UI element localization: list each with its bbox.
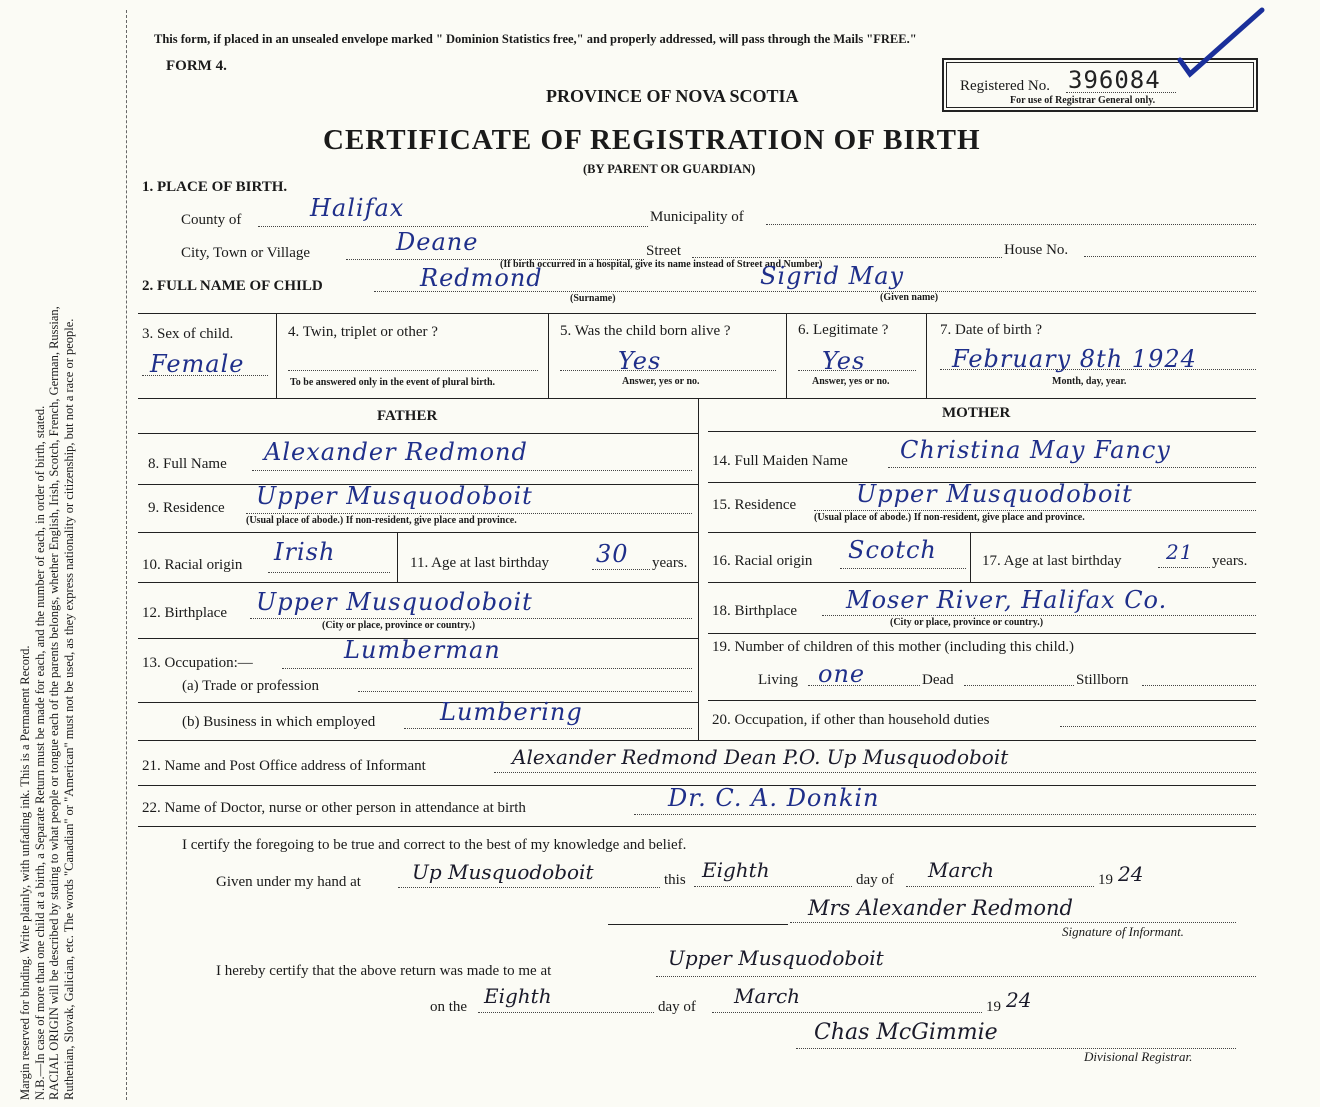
dob-label: 7. Date of birth ? (940, 322, 1043, 338)
father-residence-note: (Usual place of abode.) If non-resident, give place and province. (246, 515, 517, 526)
father-name-value: Alexander Redmond (264, 438, 528, 466)
father-age-value: 30 (596, 540, 629, 568)
municipality-label: Municipality of (650, 209, 744, 225)
hospital-note: (If birth occurred in a hospital, give its name instead of Street and Number) (500, 259, 823, 270)
form-number: FORM 4. (166, 58, 227, 74)
born-alive-value: Yes (618, 347, 662, 375)
born-alive-note: Answer, yes or no. (622, 376, 700, 387)
informant-label: 21. Name and Post Office address of Informant (142, 758, 426, 774)
born-alive-label: 5. Was the child born alive ? (560, 323, 731, 339)
twin-note: To be answered only in the event of plural birth. (290, 377, 496, 388)
mother-residence-value: Upper Musquodoboit (856, 480, 1133, 508)
dead-label: Dead (922, 672, 954, 688)
father-occupation-value: Lumberman (344, 636, 501, 664)
registered-number: 396084 (1068, 66, 1161, 94)
mother-birthplace-note: (City or place, province or country.) (890, 617, 1044, 628)
child-surname: Redmond (420, 264, 543, 292)
father-residence-label: 9. Residence (148, 500, 225, 516)
father-birthplace-note: (City or place, province or country.) (322, 620, 476, 631)
day-of-label: day of (856, 872, 894, 888)
year-value: 24 (1118, 862, 1144, 886)
mother-birthplace-label: 18. Birthplace (712, 603, 797, 619)
this-day-value: Eighth (702, 858, 770, 882)
business-value: Lumbering (440, 698, 583, 726)
month-value: March (928, 858, 995, 882)
mother-birthplace-value: Moser River, Halifax Co. (846, 586, 1168, 614)
legitimate-value: Yes (822, 347, 866, 375)
informant-signature-label: Signature of Informant. (1062, 924, 1184, 939)
place-of-birth-heading: 1. PLACE OF BIRTH. (142, 179, 288, 195)
mother-residence-note: (Usual place of abode.) If non-resident, give place and province. (814, 512, 1085, 523)
twin-label: 4. Twin, triplet or other ? (288, 324, 438, 340)
business-label: (b) Business in which employed (182, 714, 376, 730)
legitimate-note: Answer, yes or no. (812, 376, 890, 387)
father-age-label: 11. Age at last birthday (410, 555, 549, 571)
county-value: Halifax (310, 194, 405, 222)
mother-age-value: 21 (1166, 540, 1194, 564)
child-given-name: Sigrid May (760, 262, 905, 290)
sex-label: 3. Sex of child. (142, 326, 234, 342)
county-label: County of (181, 212, 242, 228)
mother-age-years: years. (1212, 553, 1248, 569)
father-residence-value: Upper Musquodoboit (256, 482, 533, 510)
father-name-label: 8. Full Name (148, 456, 227, 472)
city-label: City, Town or Village (181, 245, 311, 261)
dob-value: February 8th 1924 (952, 345, 1197, 373)
on-the-label: on the (430, 999, 468, 1015)
registrar-signature-label: Divisional Registrar. (1084, 1049, 1193, 1064)
doctor-value: Dr. C. A. Donkin (668, 784, 880, 812)
mother-residence-label: 15. Residence (712, 497, 797, 513)
registrar-note: For use of Registrar General only. (1010, 95, 1156, 106)
page-title: CERTIFICATE OF REGISTRATION OF BIRTH (323, 124, 981, 156)
mother-occupation-label: 20. Occupation, if other than household duties (712, 712, 990, 728)
father-birthplace-value: Upper Musquodoboit (256, 588, 533, 616)
on-day-value: Eighth (484, 984, 552, 1008)
year-2-prefix: 19 (986, 999, 1001, 1015)
margin-notes (18, 0, 76, 1100)
legitimate-label: 6. Legitimate ? (798, 322, 889, 338)
registrar-statement: I hereby certify that the above return was made to me at (216, 963, 552, 979)
living-label: Living (758, 672, 798, 688)
dob-note: Month, day, year. (1052, 376, 1127, 387)
living-value: one (818, 660, 866, 688)
mother-heading: MOTHER (942, 405, 1011, 421)
father-birthplace-label: 12. Birthplace (142, 605, 227, 621)
mail-notice: This form, if placed in an unsealed envelope marked " Dominion Statistics free," and properly addressed, will pass through the Mails "FREE." (154, 32, 917, 46)
certification-statement: I certify the foregoing to be true and correct to the best of my knowledge and belief. (182, 837, 687, 853)
month-2-value: March (734, 984, 801, 1008)
this-label: this (664, 872, 686, 888)
father-occupation-label: 13. Occupation:— (142, 655, 253, 671)
child-name-label: 2. FULL NAME OF CHILD (142, 278, 323, 294)
doctor-label: 22. Name of Doctor, nurse or other person in attendance at birth (142, 800, 526, 816)
mother-race-label: 16. Racial origin (712, 553, 813, 569)
mother-race-value: Scotch (848, 536, 937, 564)
sex-value: Female (150, 350, 245, 378)
given-under-label: Given under my hand at (216, 874, 361, 890)
checkmark-icon (1174, 2, 1274, 82)
margin-note-4: Ruthenian, Slovak, Galician, etc. The words "Canadian" or "American" must not be used, as they express nationality or citizenship, but not a race or people. (61, 318, 76, 1100)
stillborn-label: Stillborn (1076, 672, 1129, 688)
margin-note-1: Margin reserved for binding. Write plainly, with unfading ink. This is a Permanent Record. (18, 645, 32, 1100)
registrar-place-value: Upper Musquodoboit (668, 946, 884, 970)
surname-caption: (Surname) (570, 293, 616, 304)
father-race-value: Irish (274, 538, 336, 566)
mother-name-value: Christina May Fancy (900, 436, 1171, 464)
given-name-caption: (Given name) (880, 292, 939, 303)
street-label: Street (646, 243, 681, 259)
province-heading: PROVINCE OF NOVA SCOTIA (546, 86, 799, 106)
page-subtitle: (BY PARENT OR GUARDIAN) (583, 162, 756, 176)
father-heading: FATHER (377, 408, 438, 424)
year-2-value: 24 (1006, 988, 1032, 1012)
binding-margin-line (126, 10, 127, 1100)
year-prefix: 19 (1098, 872, 1113, 888)
trade-label: (a) Trade or profession (182, 678, 320, 694)
given-place-value: Up Musquodoboit (412, 860, 594, 884)
informant-signature: Mrs Alexander Redmond (808, 896, 1073, 920)
margin-note-3: RACIAL ORIGIN will be described by stating to what people or tongue each of the parents belongs, whether English, Irish, Scotch, French, German, Russian, (47, 306, 62, 1100)
day-of-2-label: day of (658, 999, 696, 1015)
father-age-years: years. (652, 555, 688, 571)
mother-name-label: 14. Full Maiden Name (712, 453, 848, 469)
mother-age-label: 17. Age at last birthday (982, 553, 1122, 569)
house-number-label: House No. (1004, 242, 1069, 258)
city-value: Deane (396, 228, 479, 256)
informant-value: Alexander Redmond Dean P.O. Up Musquodoboit (512, 745, 1009, 769)
father-race-label: 10. Racial origin (142, 557, 243, 573)
registrar-signature: Chas McGimmie (814, 1020, 998, 1045)
margin-note-2: N.B.—In case of more than one child at a birth, a Separate Return must be made for each, and the number of each, in order of birth, stated. (32, 405, 47, 1100)
children-count-label: 19. Number of children of this mother (including this child.) (712, 639, 1075, 655)
registered-label: Registered No. (960, 78, 1050, 94)
